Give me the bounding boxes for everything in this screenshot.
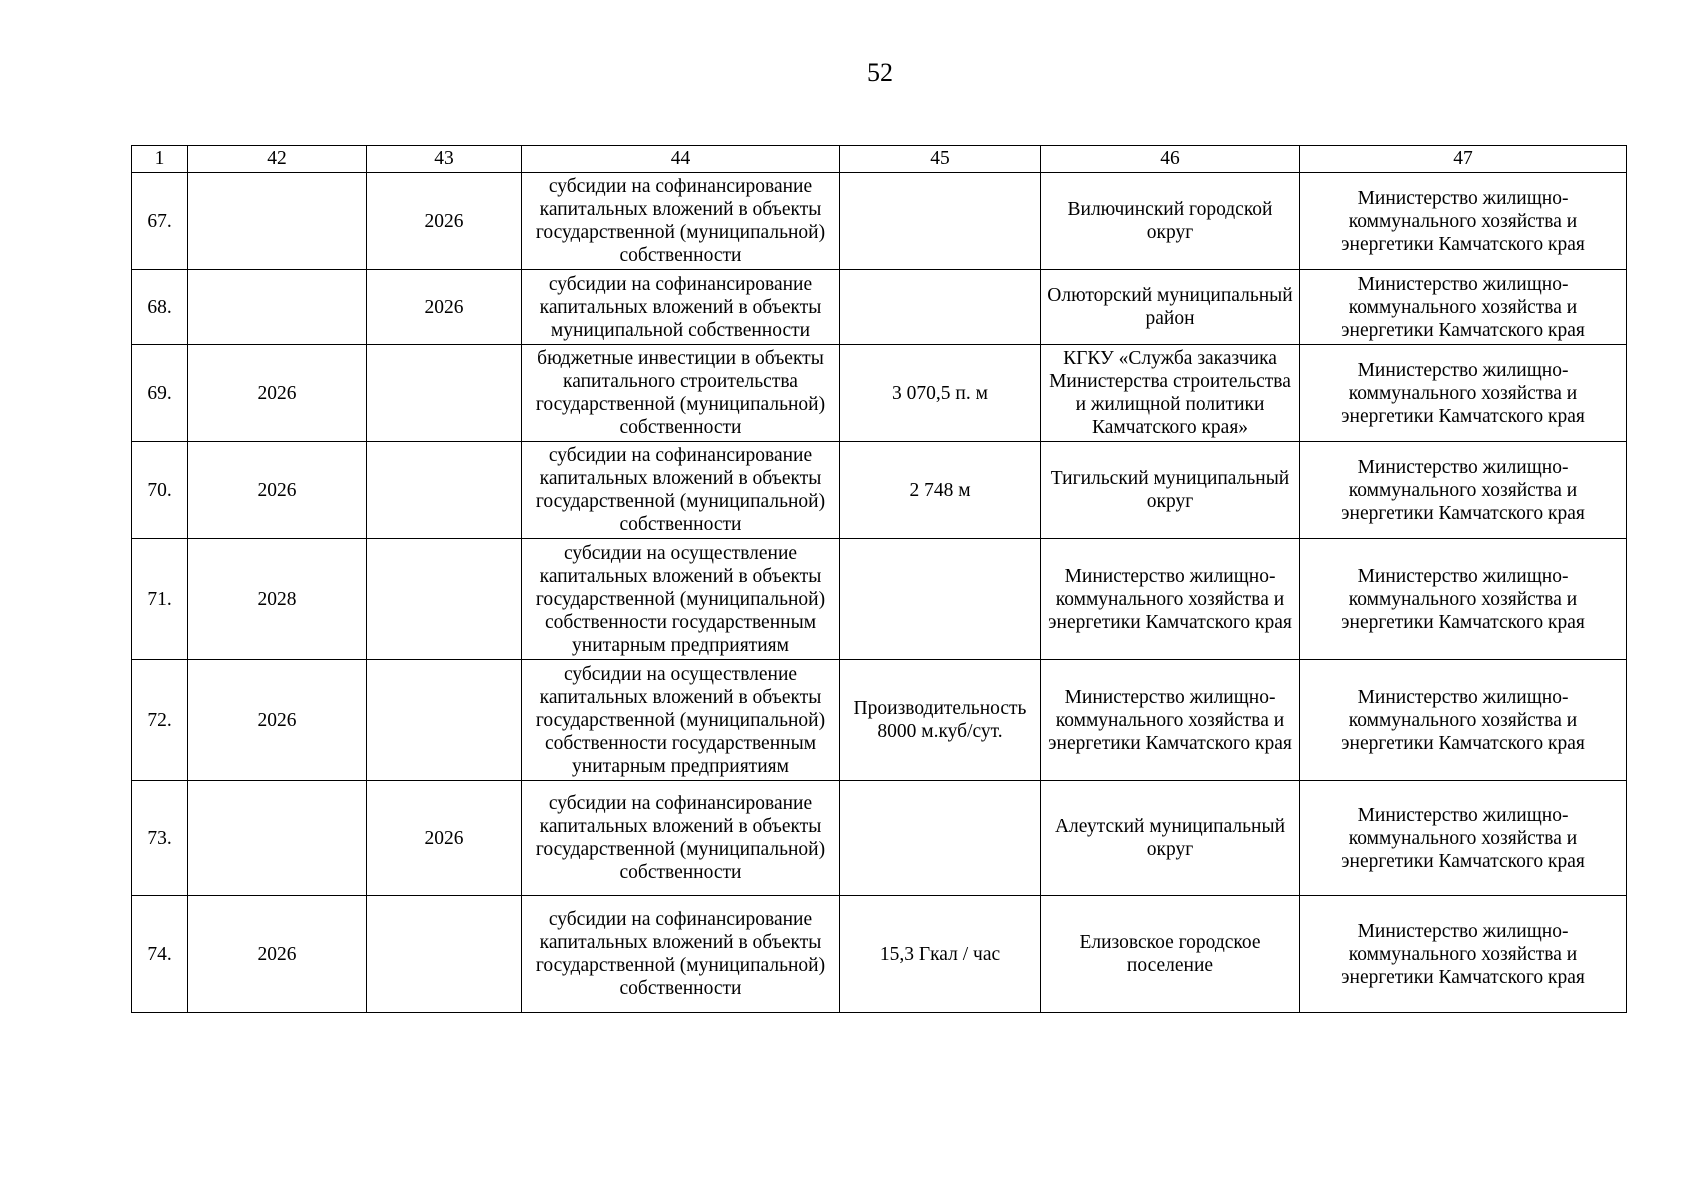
capacity-cell [840, 270, 1041, 345]
administrator-cell: Министерство жилищно-коммунального хозяйства и энергетики Камчатского края [1300, 896, 1627, 1013]
recipient-cell: Вилючинский городской округ [1041, 173, 1300, 270]
row-number-cell: 71. [132, 539, 188, 660]
table-row [132, 896, 1627, 1013]
capacity-cell: 2 748 м [840, 442, 1041, 539]
administrator-cell: Министерство жилищно-коммунального хозяйства и энергетики Камчатского края [1300, 270, 1627, 345]
col42-cell: 2028 [188, 539, 367, 660]
administrator-cell: Министерство жилищно-коммунального хозяйства и энергетики Камчатского края [1300, 345, 1627, 442]
table-header-row [132, 146, 1627, 173]
page-number: 52 [867, 58, 893, 87]
row-number-cell: 74. [132, 896, 188, 1013]
col43-cell [367, 345, 522, 442]
header-cell-col44: 44 [522, 146, 840, 173]
funding-type-cell: бюджетные инвестиции в объекты капитального строительства государственной (муниципальной) собственности [522, 345, 840, 442]
table-row [132, 660, 1627, 781]
funding-type-cell: субсидии на софинансирование капитальных вложений в объекты государственной (муниципальной) собственности [522, 896, 840, 1013]
recipient-cell: Министерство жилищно-коммунального хозяйства и энергетики Камчатского края [1041, 660, 1300, 781]
administrator-cell: Министерство жилищно-коммунального хозяйства и энергетики Камчатского края [1300, 539, 1627, 660]
funding-type-cell: субсидии на осуществление капитальных вложений в объекты государственной (муниципальной) собственности государственным унитарным предприятиям [522, 660, 840, 781]
recipient-cell: КГКУ «Служба заказчика Министерства строительства и жилищной политики Камчатского края» [1041, 345, 1300, 442]
col42-cell: 2026 [188, 345, 367, 442]
row-number-cell: 73. [132, 781, 188, 896]
funding-type-cell: субсидии на софинансирование капитальных вложений в объекты государственной (муниципальной) собственности [522, 173, 840, 270]
col42-cell [188, 270, 367, 345]
administrator-cell: Министерство жилищно-коммунального хозяйства и энергетики Камчатского края [1300, 781, 1627, 896]
administrator-cell: Министерство жилищно-коммунального хозяйства и энергетики Камчатского края [1300, 442, 1627, 539]
capacity-cell: 15,3 Гкал / час [840, 896, 1041, 1013]
funding-type-cell: субсидии на софинансирование капитальных вложений в объекты государственной (муниципальной) собственности [522, 442, 840, 539]
header-cell-col1: 1 [132, 146, 188, 173]
funding-type-cell: субсидии на софинансирование капитальных вложений в объекты государственной (муниципальной) собственности [522, 781, 840, 896]
administrator-cell: Министерство жилищно-коммунального хозяйства и энергетики Камчатского края [1300, 173, 1627, 270]
row-number-cell: 70. [132, 442, 188, 539]
capacity-cell [840, 539, 1041, 660]
col42-cell: 2026 [188, 442, 367, 539]
recipient-cell: Олюторский муниципальный район [1041, 270, 1300, 345]
header-cell-col47: 47 [1300, 146, 1627, 173]
recipient-cell: Тигильский муниципальный округ [1041, 442, 1300, 539]
table-row [132, 173, 1627, 270]
col43-cell [367, 660, 522, 781]
header-cell-col46: 46 [1041, 146, 1300, 173]
table-row [132, 539, 1627, 660]
row-number-cell: 72. [132, 660, 188, 781]
table-row [132, 345, 1627, 442]
row-number-cell: 67. [132, 173, 188, 270]
row-number-cell: 68. [132, 270, 188, 345]
col42-cell [188, 173, 367, 270]
funding-type-cell: субсидии на софинансирование капитальных вложений в объекты муниципальной собственности [522, 270, 840, 345]
col43-cell [367, 539, 522, 660]
recipient-cell: Министерство жилищно-коммунального хозяйства и энергетики Камчатского края [1041, 539, 1300, 660]
capacity-cell [840, 781, 1041, 896]
col42-cell [188, 781, 367, 896]
header-cell-col45: 45 [840, 146, 1041, 173]
capacity-cell: 3 070,5 п. м [840, 345, 1041, 442]
capacity-cell: Производительность 8000 м.куб/сут. [840, 660, 1041, 781]
table-row [132, 442, 1627, 539]
row-number-cell: 69. [132, 345, 188, 442]
program-table [131, 145, 1627, 1013]
col43-cell: 2026 [367, 173, 522, 270]
capacity-cell [840, 173, 1041, 270]
recipient-cell: Елизовское городское поселение [1041, 896, 1300, 1013]
funding-type-cell: субсидии на осуществление капитальных вложений в объекты государственной (муниципальной) собственности государственным унитарным предприятиям [522, 539, 840, 660]
col43-cell [367, 896, 522, 1013]
header-cell-col42: 42 [188, 146, 367, 173]
col43-cell: 2026 [367, 781, 522, 896]
administrator-cell: Министерство жилищно-коммунального хозяйства и энергетики Камчатского края [1300, 660, 1627, 781]
recipient-cell: Алеутский муниципальный округ [1041, 781, 1300, 896]
table-row [132, 270, 1627, 345]
col43-cell: 2026 [367, 270, 522, 345]
table-row [132, 781, 1627, 896]
col42-cell: 2026 [188, 896, 367, 1013]
col43-cell [367, 442, 522, 539]
header-cell-col43: 43 [367, 146, 522, 173]
col42-cell: 2026 [188, 660, 367, 781]
